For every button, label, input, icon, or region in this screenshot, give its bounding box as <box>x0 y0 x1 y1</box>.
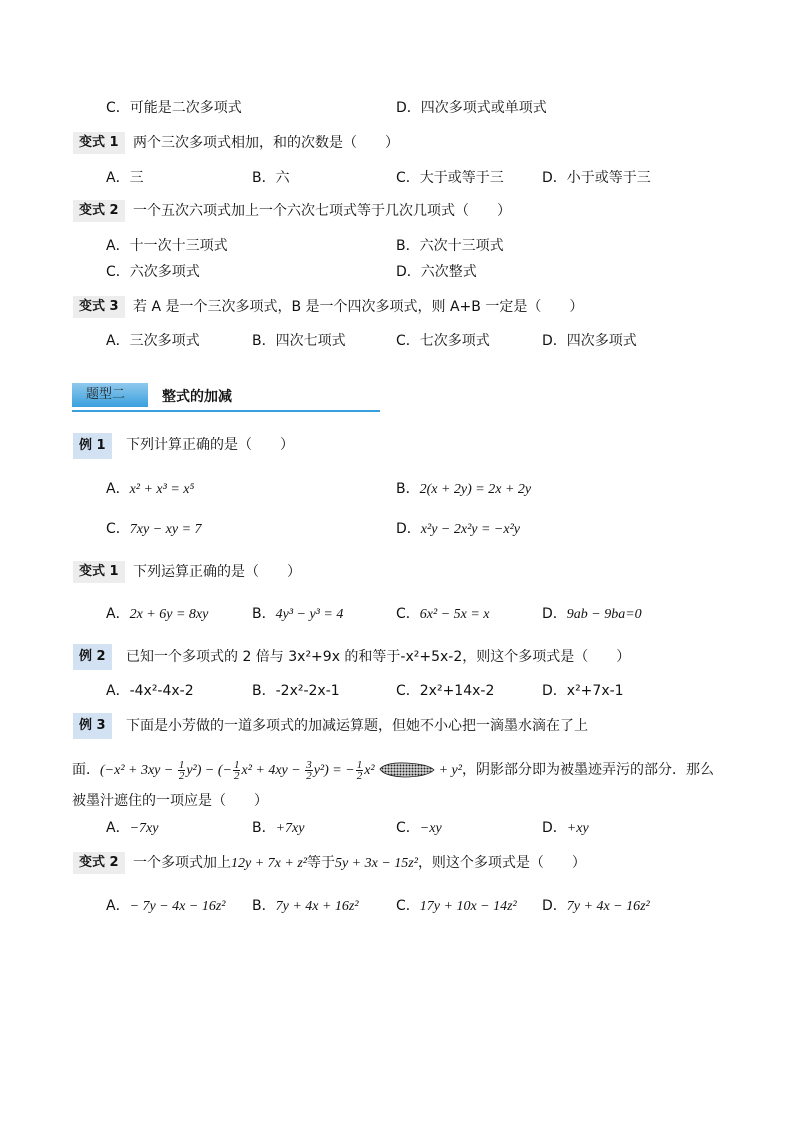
math-expr: 12y + 7x + z² <box>231 856 307 871</box>
option-a: A．−7xy <box>106 820 159 836</box>
math-expr: 2(x + 2y) = 2x + 2y <box>419 482 532 497</box>
option-b: B．四次七项式 <box>252 333 346 349</box>
option-c: C．六次多项式 <box>106 264 200 280</box>
math-expr: −xy <box>419 821 442 836</box>
option-a: A．2x + 6y = 8xy <box>106 606 209 622</box>
option-a: A．− 7y − 4x − 16z² <box>106 898 226 914</box>
math-expr: +7xy <box>275 821 305 836</box>
option-c: C．−xy <box>396 820 442 836</box>
math-expr: 2x + 6y = 8xy <box>129 607 209 622</box>
option-c: C．可能是二次多项式 <box>106 100 242 116</box>
math-expr: 7y + 4x − 16z² <box>566 899 650 914</box>
option-d: D．小于或等于三 <box>542 170 651 186</box>
section-label: 题型二 <box>72 383 148 407</box>
variant-tag: 变式 1 <box>73 561 125 583</box>
option-c: C．6x² − 5x = x <box>396 606 490 622</box>
question-text: 已知一个多项式的 2 倍与 3x²+9x 的和等于-x²+5x-2，则这个多项式是（ ） <box>126 649 631 665</box>
section-underline <box>72 410 380 412</box>
option-b: B．六次十三项式 <box>396 238 504 254</box>
option-d: D．四次多项式 <box>542 333 637 349</box>
option-b: B．4y³ − y³ = 4 <box>252 606 344 622</box>
math-expr: 9ab − 9ba=0 <box>566 607 642 622</box>
math-expr: − 7y − 4x − 16z² <box>129 899 226 914</box>
option-a: A．三次多项式 <box>106 333 200 349</box>
option-a: A．x² + x³ = x⁵ <box>106 481 195 497</box>
option-b: B．7y + 4x + 16z² <box>252 898 359 914</box>
option-a: A．-4x²-4x-2 <box>106 683 194 699</box>
math-expr: x²y − 2x²y = −x²y <box>420 522 520 537</box>
math-expr: (−x² + 3xy − $\frac{1}{2}$ y²) − (− $\frac{1}{2}$ x² + 4xy − $\frac{3}{2}$ y²) = − $\frac{1}{2}$ x² <box>100 759 375 783</box>
question-line: 被墨汁遮住的一项应是（ ） <box>72 793 268 809</box>
option-b: B．-2x²-2x-1 <box>252 683 340 699</box>
question-text: 若 A 是一个三次多项式，B 是一个四次多项式，则 A+B 一定是（ ） <box>133 299 584 315</box>
example-tag: 例 2 <box>73 644 112 670</box>
question-text: 一个五次六项式加上一个六次七项式等于几次几项式（ ） <box>133 203 511 219</box>
question-text: 下列计算正确的是（ ） <box>126 437 294 453</box>
option-c: C．2x²+14x-2 <box>396 683 495 699</box>
option-d: D．四次多项式或单项式 <box>396 100 547 116</box>
option-c: C．7xy − xy = 7 <box>106 521 202 537</box>
option-b: B．+7xy <box>252 820 305 836</box>
variant-tag: 变式 2 <box>73 200 125 222</box>
variant-tag: 变式 1 <box>73 132 125 154</box>
option-d: D．+xy <box>542 820 589 836</box>
option-d: D．9ab − 9ba=0 <box>542 606 642 622</box>
question-line: 面．(−x² + 3xy − $\frac{1}{2}$ y²) − (− $\frac{1}{2}$ x² + 4xy − $\frac{3}{2}$ y²) = − $\frac{1}{2}$ x² + y²，阴影部分即为被墨迹弄污的部分．那么 <box>72 759 714 783</box>
option-d: D．六次整式 <box>396 264 477 280</box>
option-b: B．2(x + 2y) = 2x + 2y <box>396 481 532 497</box>
math-expr: 7y + 4x + 16z² <box>275 899 359 914</box>
option-d: D．x²y − 2x²y = −x²y <box>396 521 520 537</box>
question-text: 下列运算正确的是（ ） <box>133 564 301 580</box>
section-title: 整式的加减 <box>162 389 232 405</box>
question-text: 一个多项式加上12y + 7x + z²等于5y + 3x − 15z²，则这个多项式是（ ） <box>133 855 586 871</box>
math-expr: 5y + 3x − 15z² <box>334 856 418 871</box>
question-line: 下面是小芳做的一道多项式的加减运算题，但她不小心把一滴墨水滴在了上 <box>126 718 588 734</box>
variant-tag: 变式 3 <box>73 296 125 318</box>
option-c: C．大于或等于三 <box>396 170 504 186</box>
math-expr: 4y³ − y³ = 4 <box>275 607 344 622</box>
math-expr: −7xy <box>129 821 159 836</box>
math-expr: 17y + 10x − 14z² <box>419 899 517 914</box>
variant-tag: 变式 2 <box>73 852 125 874</box>
option-a: A．十一次十三项式 <box>106 238 228 254</box>
option-c: C．17y + 10x − 14z² <box>396 898 517 914</box>
option-c: C．七次多项式 <box>396 333 490 349</box>
option-d: D．7y + 4x − 16z² <box>542 898 650 914</box>
math-expr: x² + x³ = x⁵ <box>129 482 195 497</box>
example-tag: 例 1 <box>73 433 112 459</box>
example-tag: 例 3 <box>73 713 112 739</box>
option-a: A．三 <box>106 170 144 186</box>
math-expr: 6x² − 5x = x <box>419 607 490 622</box>
question-text: 两个三次多项式相加，和的次数是（ ） <box>133 135 399 151</box>
option-b: B．六 <box>252 170 290 186</box>
math-expr: +xy <box>566 821 589 836</box>
ink-blot-icon <box>378 761 436 779</box>
option-d: D．x²+7x-1 <box>542 683 624 699</box>
math-expr: 7xy − xy = 7 <box>129 522 202 537</box>
